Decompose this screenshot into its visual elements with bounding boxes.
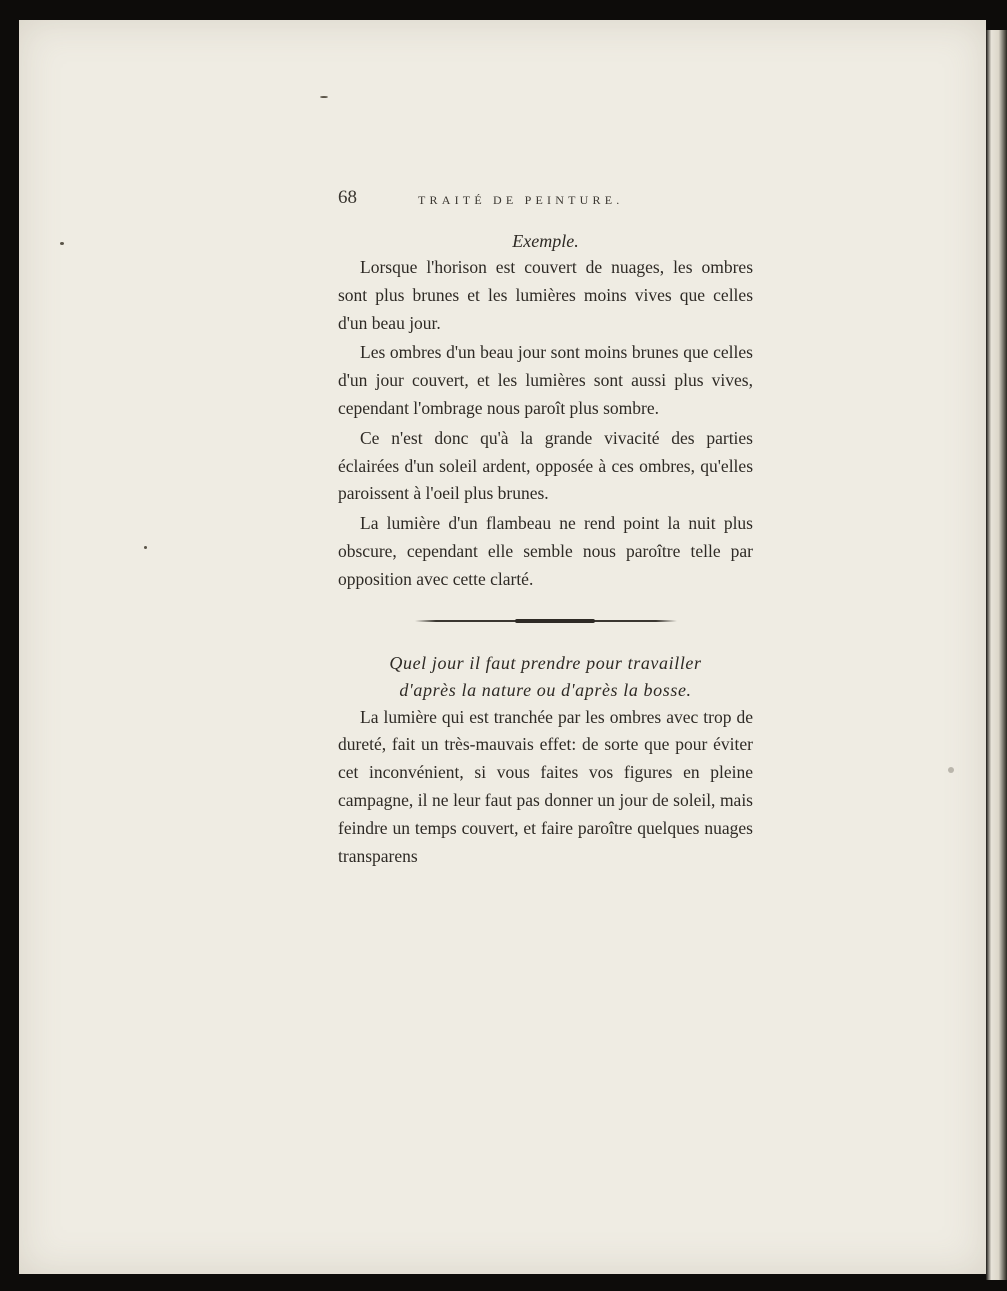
paper-speck xyxy=(320,96,328,98)
paragraph: La lumière d'un flambeau ne rend point la nuit plus obscure, cependant elle semble nous paroître telle par opposition avec cette clarté. xyxy=(338,513,753,589)
paper-speck xyxy=(948,767,954,773)
paper-speck xyxy=(144,546,147,549)
paragraph: La lumière qui est tranchée par les ombres avec trop de dureté, fait un très-mauvais effet: de sorte que pour éviter cet inconvénient, si vous faites vos figures en pleine campagne, il ne leur faut pas donner un jour de soleil, mais feindre un temps couvert, et faire paroître quelques nuages transparens xyxy=(338,706,753,866)
page-header xyxy=(338,187,758,213)
section-heading-line-1: Quel jour il faut prendre pour travailler xyxy=(389,652,702,673)
section-heading-exemple: Exemple. xyxy=(512,231,579,251)
ornamental-divider xyxy=(415,620,677,622)
paper-speck xyxy=(60,242,64,245)
running-title: TRAITÉ DE PEINTURE. xyxy=(418,193,624,207)
page-body xyxy=(338,228,753,872)
paragraph: Les ombres d'un beau jour sont moins brunes que celles d'un jour couvert, et les lumières sont aussi plus vives, cependant l'ombrage nous paroît plus sombre. xyxy=(338,342,753,418)
next-page-edge xyxy=(986,30,1007,1280)
section-heading-line-2: d'après la nature ou d'après la bosse. xyxy=(399,679,692,700)
paragraph: Ce n'est donc qu'à la grande vivacité des parties éclairées d'un soleil ardent, opposée à ces ombres, qu'elles paroissent à l'oeil plus brunes. xyxy=(338,427,753,504)
paragraph: Lorsque l'horison est couvert de nuages, les ombres sont plus brunes et les lumières moins vives que celles d'un beau jour. xyxy=(338,257,753,333)
page-number: 68 xyxy=(338,187,357,208)
